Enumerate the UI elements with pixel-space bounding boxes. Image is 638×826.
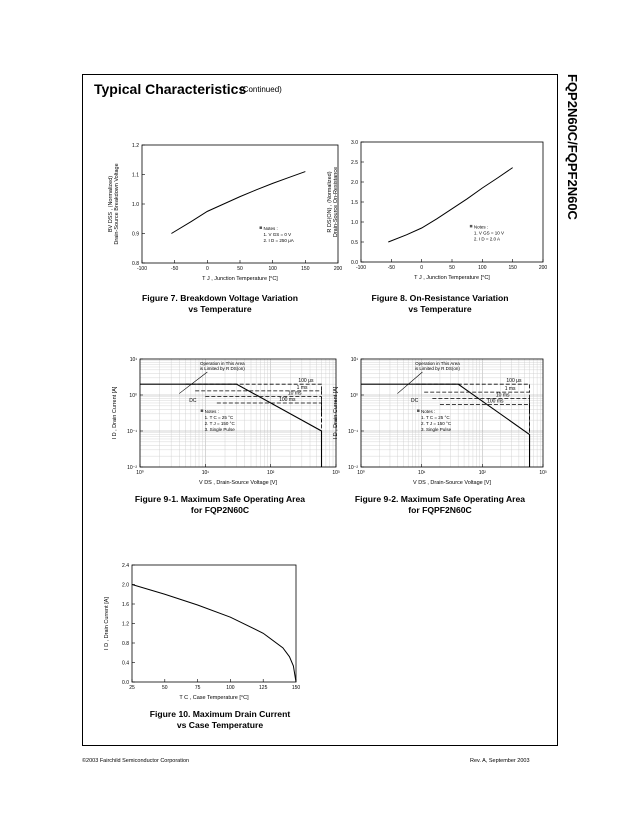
y-tick-label: 10⁻¹ xyxy=(127,429,137,435)
note-line-2: 2. I D = 2.0 A xyxy=(473,236,500,242)
note-bullet xyxy=(201,410,204,413)
x-tick-label: 10² xyxy=(478,470,486,476)
plot-frame xyxy=(142,145,338,263)
note-line-0: Notes : xyxy=(473,224,489,230)
figure-10-caption-line2: vs Case Temperature xyxy=(176,720,264,730)
note-line-1: 1. T C = 25 °C xyxy=(421,415,450,420)
footer-left: ©2003 Fairchild Semiconductor Corporation xyxy=(82,758,190,764)
series-label-0: 100 μs xyxy=(298,378,314,385)
figure-9-1-caption-line1: Figure 9-1. Maximum Safe Operating Area xyxy=(134,494,306,504)
note-line-3: 3. Single Pulse xyxy=(204,427,235,432)
x-tick-label: 125 xyxy=(259,685,268,691)
note-bullet xyxy=(260,226,263,229)
y-axis-label-line1: R DS(ON) , (Normalized) xyxy=(327,171,333,233)
series-label-2: 10 ms xyxy=(287,390,302,397)
y-tick-label: 0.0 xyxy=(122,680,129,686)
series-label-1: 1 ms xyxy=(296,384,308,391)
note-line-3: 3. Single Pulse xyxy=(421,427,452,432)
y-tick-label: 2.0 xyxy=(122,582,129,589)
x-axis-label: V DS , Drain-Source Voltage [V] xyxy=(199,480,277,486)
x-tick-label: 0 xyxy=(205,266,209,272)
figure-7-caption-line1: Figure 7. Breakdown Voltage Variation xyxy=(142,293,298,303)
x-tick-label: 100 xyxy=(268,266,277,272)
x-tick-label: 150 xyxy=(291,685,301,691)
area-annotation-line1: Operation in This Area xyxy=(199,361,245,366)
x-tick-label: 50 xyxy=(237,266,243,272)
figure-10-svg xyxy=(100,552,340,702)
x-tick-label: -100 xyxy=(136,266,148,272)
series-label-3: 100 ms xyxy=(487,398,504,405)
x-tick-label: 10³ xyxy=(539,470,547,476)
figure-7-caption-line2: vs Temperature xyxy=(188,304,252,314)
y-tick-label: 2.5 xyxy=(351,160,358,166)
figure-9-1-svg xyxy=(100,345,340,490)
y-tick-label: 10¹ xyxy=(350,357,358,363)
y-tick-label: 10⁰ xyxy=(350,393,358,399)
y-tick-label: 0.4 xyxy=(122,660,129,667)
figure-8-chart xyxy=(327,130,557,290)
figure-9-1-caption-line2: for FQP2N60C xyxy=(190,505,250,515)
figure-10-chart xyxy=(100,552,340,702)
figure-8-svg xyxy=(327,130,557,290)
y-axis-label: I D , Drain Current [A] xyxy=(333,386,339,440)
series-label-4: DC xyxy=(189,398,197,405)
plot-frame xyxy=(361,359,543,467)
data-line xyxy=(132,585,296,683)
y-axis-label: I D , Drain Current [A] xyxy=(104,597,110,650)
plot-frame xyxy=(361,142,543,262)
x-tick-label: 100 xyxy=(478,265,487,271)
y-tick-label: 10⁻² xyxy=(127,465,137,471)
y-tick-label: 0.5 xyxy=(351,240,358,246)
note-line-0: Notes : xyxy=(421,409,436,414)
x-tick-label: 10⁰ xyxy=(136,470,144,476)
y-tick-label: 0.0 xyxy=(351,260,358,266)
y-tick-label: 2.4 xyxy=(122,563,129,569)
x-tick-label: 10¹ xyxy=(201,470,209,476)
data-line xyxy=(171,172,305,234)
x-tick-label: 100 xyxy=(226,685,235,691)
x-tick-label: -100 xyxy=(355,265,367,271)
figure-7-chart xyxy=(100,130,343,290)
note-line-0: Notes : xyxy=(263,225,278,231)
figure-10-caption-line1: Figure 10. Maximum Drain Current xyxy=(149,709,291,719)
note-line-0: Notes : xyxy=(204,409,219,414)
plot-frame xyxy=(140,359,336,467)
series-label-2: 10 ms xyxy=(495,392,510,399)
x-tick-label: 75 xyxy=(194,685,201,691)
x-axis-label: T J , Junction Temperature [°C] xyxy=(414,275,490,281)
y-axis-label-line2: Drain-Source Breakdown Voltage xyxy=(114,163,120,245)
y-tick-label: 0.8 xyxy=(132,261,139,267)
series-label-3: 100 ms xyxy=(279,396,296,403)
note-line-2: 2. T J = 150 °C xyxy=(421,421,452,426)
footer-right: Rev. A, September 2003 xyxy=(470,758,530,764)
x-tick-label: 200 xyxy=(538,265,548,271)
y-tick-label: 0.9 xyxy=(132,231,139,238)
plot-frame xyxy=(132,565,296,682)
side-title xyxy=(560,74,582,264)
figure-7-svg xyxy=(100,130,343,290)
note-bullet xyxy=(417,410,420,413)
x-tick-label: 0 xyxy=(420,265,424,271)
y-tick-label: 10⁻¹ xyxy=(348,429,358,435)
x-tick-label: -50 xyxy=(387,265,395,271)
figure-9-2-caption xyxy=(320,494,560,516)
figure-7-caption xyxy=(100,293,340,315)
y-tick-label: 1.0 xyxy=(132,202,139,208)
y-axis-label: I D , Drain Current [A] xyxy=(112,386,118,440)
side-title-text: FQP2N60C/FQPF2N60C xyxy=(565,74,580,220)
y-tick-label: 0.8 xyxy=(122,641,129,647)
series-line-3 xyxy=(440,404,530,441)
figure-9-1-caption xyxy=(100,494,340,516)
y-axis-label-line1: BV DSS , (Normalized) xyxy=(108,175,114,233)
y-tick-label: 1.6 xyxy=(122,602,129,608)
y-tick-label: 1.0 xyxy=(351,220,358,226)
figure-8-caption xyxy=(320,293,560,315)
x-tick-label: 50 xyxy=(449,265,455,271)
x-axis-label: V DS , Drain-Source Voltage [V] xyxy=(413,480,491,486)
x-tick-label: 10¹ xyxy=(418,470,426,476)
series-label-4: DC xyxy=(410,398,419,405)
series-label-0: 100 μs xyxy=(506,378,522,385)
note-line-2: 2. T J = 150 °C xyxy=(204,421,235,426)
series-label-1: 1 ms xyxy=(504,386,516,393)
x-axis-label: T J , Junction Temperature [°C] xyxy=(202,276,278,282)
annotation-arrow xyxy=(179,372,207,394)
note-line-1: 1. V GS = 10 V xyxy=(473,230,504,236)
note-line-1: 1. V GS = 0 V xyxy=(263,231,292,237)
figure-8-caption-line2: vs Temperature xyxy=(408,304,472,314)
figure-9-2-caption-line1: Figure 9-2. Maximum Safe Operating Area xyxy=(354,494,526,504)
area-annotation-line2: is Limited by R DS(on) xyxy=(414,366,460,371)
x-tick-label: 200 xyxy=(333,266,343,272)
y-tick-label: 3.0 xyxy=(351,140,358,146)
y-tick-label: 1.1 xyxy=(132,172,139,179)
x-tick-label: 150 xyxy=(508,265,517,271)
x-tick-label: 25 xyxy=(129,685,135,691)
y-tick-label: 10⁻² xyxy=(348,465,358,471)
x-tick-label: 150 xyxy=(301,266,310,272)
note-bullet xyxy=(470,225,473,228)
x-tick-label: 10⁰ xyxy=(357,470,365,476)
y-tick-label: 1.2 xyxy=(132,143,139,149)
x-tick-label: -50 xyxy=(171,266,179,272)
figure-9-2-svg xyxy=(327,345,557,490)
area-annotation-line2: is Limited by R DS(on) xyxy=(199,366,245,371)
figure-8-caption-line1: Figure 8. On-Resistance Variation xyxy=(371,293,509,303)
x-tick-label: 50 xyxy=(162,685,168,691)
x-axis-label: T C , Case Temperature [°C] xyxy=(179,695,249,701)
y-tick-label: 10⁰ xyxy=(129,393,137,399)
figure-9-2-chart xyxy=(327,345,557,490)
x-tick-label: 10² xyxy=(267,470,275,476)
page-subtitle: (Continued) xyxy=(240,85,282,94)
page-title: Typical Characteristics xyxy=(94,81,247,97)
note-line-2: 2. I D = 250 μA xyxy=(263,237,294,243)
area-annotation-line1: Operation in This Area xyxy=(415,361,460,366)
y-tick-label: 1.2 xyxy=(122,621,129,628)
figure-9-1-chart xyxy=(100,345,340,490)
y-tick-label: 1.5 xyxy=(351,200,358,206)
y-axis-label-line2: Drain-Source On-Resistance xyxy=(333,166,339,238)
annotation-arrow xyxy=(397,372,422,394)
x-tick-label: 10³ xyxy=(332,470,340,476)
y-tick-label: 10¹ xyxy=(129,357,137,363)
note-line-1: 1. T C = 25 °C xyxy=(204,415,234,420)
y-tick-label: 2.0 xyxy=(351,180,358,186)
figure-10-caption xyxy=(100,709,340,731)
figure-9-2-caption-line2: for FQPF2N60C xyxy=(408,505,472,515)
